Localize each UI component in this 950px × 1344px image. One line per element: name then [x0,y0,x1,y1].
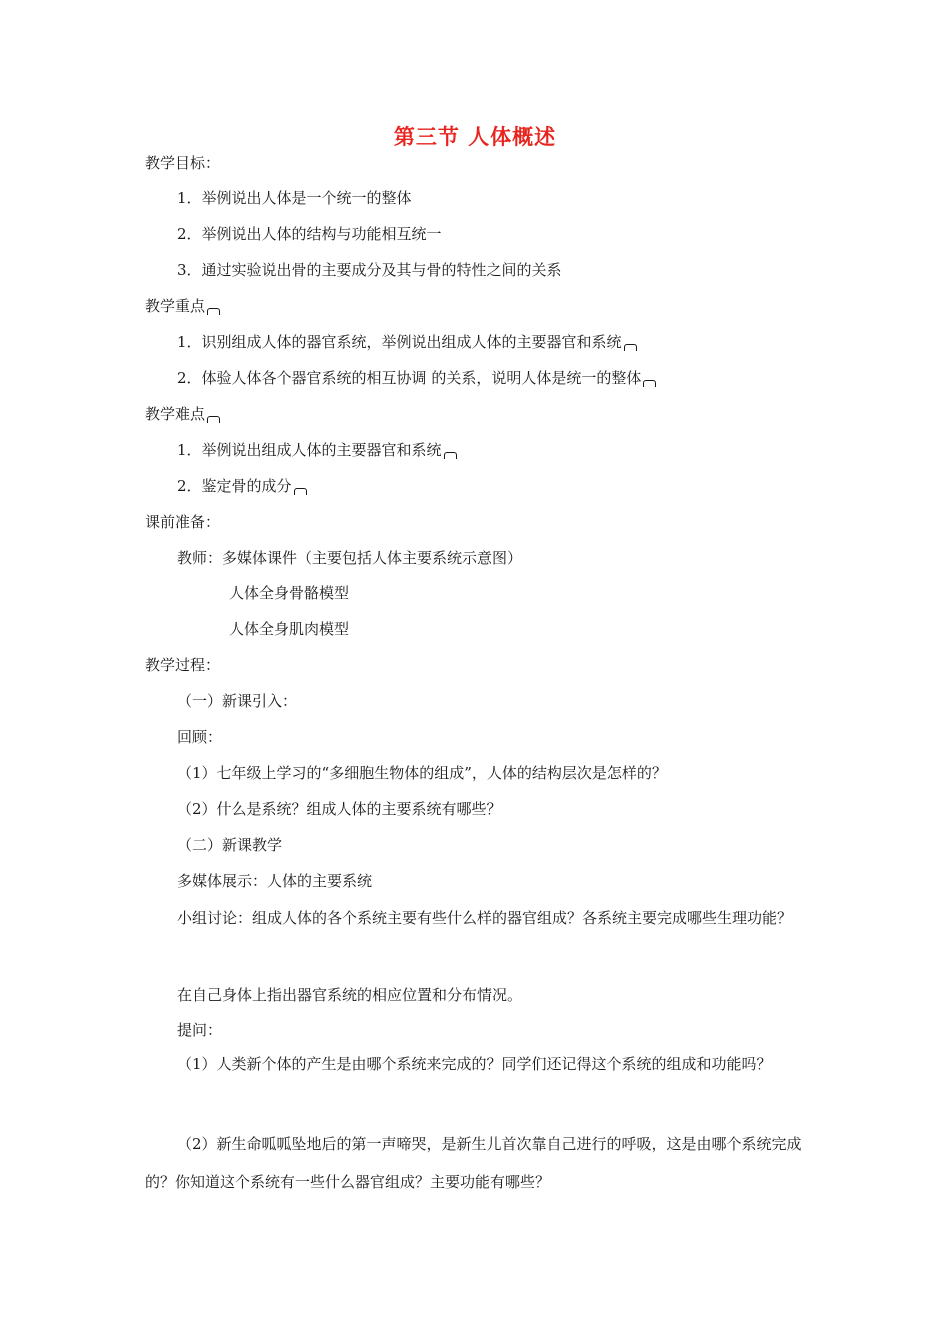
preparation-item: 人体全身骨骼模型 [229,584,350,602]
difficulties-heading-line [145,403,220,425]
question-paragraph: （1）人类新个体的产生是由哪个系统来完成的？同学们还记得这个系统的组成和功能吗？ [177,1055,772,1073]
key-points-heading-line [145,295,220,317]
objective-item: 1．举例说出人体是一个统一的整体 [177,189,412,207]
paragraph-mark-icon [643,380,656,387]
process-heading: 教学过程： [145,656,221,674]
paragraph-mark-icon [207,416,220,423]
review-question: （2）什么是系统？组成人体的主要系统有哪些？ [177,800,502,818]
key-point-text: 2．体验人体各个器官系统的相互协调 的关系，说明人体是统一的整体 [177,369,642,387]
paragraph-mark-icon [624,344,637,351]
preparation-item: 教师：多媒体课件（主要包括人体主要系统示意图） [177,549,523,567]
multimedia-line: 多媒体展示：人体的主要系统 [177,872,373,890]
paragraph-mark-icon [294,488,307,495]
teaching-heading: （二）新课教学 [177,836,283,854]
group-discussion-paragraph: 小组讨论：组成人体的各个系统主要有些什么样的器官组成？各系统主要完成哪些生理功能？ [177,909,793,927]
review-label: 回顾： [177,728,223,746]
page-title: 第三节 人体概述 [393,125,557,149]
paragraph-mark-icon [444,452,457,459]
objectives-heading: 教学目标： [145,154,221,172]
question-label: 提问： [177,1021,223,1039]
preparation-item: 人体全身肌肉模型 [229,620,350,638]
intro-heading: （一）新课引入： [177,692,298,710]
question-paragraph: （2）新生命呱呱坠地后的第一声啼哭，是新生儿首次靠自己进行的呼吸，这是由哪个系统完成的？你知道这个系统有一些什么器官组成？主要功能有哪些？ [145,1135,802,1191]
key-point-item [177,331,637,353]
preparation-heading: 课前准备： [145,513,221,531]
self-locate-line: 在自己身体上指出器官系统的相应位置和分布情况。 [177,986,523,1004]
key-points-heading: 教学重点 [145,297,206,315]
difficulty-item [177,439,457,461]
difficulties-heading: 教学难点 [145,405,206,423]
key-point-text: 1．识别组成人体的器官系统，举例说出组成人体的主要器官和系统 [177,333,622,351]
key-point-item [177,367,656,389]
difficulty-text: 2．鉴定骨的成分 [177,477,292,495]
difficulty-item [177,475,307,497]
objective-item: 2．举例说出人体的结构与功能相互统一 [177,225,442,243]
difficulty-text: 1．举例说出组成人体的主要器官和系统 [177,441,442,459]
paragraph-mark-icon [207,308,220,315]
review-question: （1）七年级上学习的“多细胞生物体的组成”，人体的结构层次是怎样的？ [177,764,667,782]
objective-item: 3．通过实验说出骨的主要成分及其与骨的特性之间的关系 [177,261,562,279]
